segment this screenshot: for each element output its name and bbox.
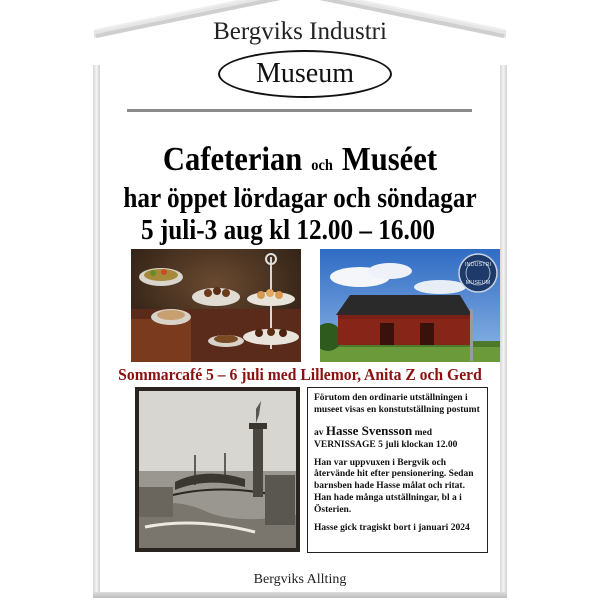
footer-organizer: Bergviks Allting bbox=[253, 572, 347, 587]
floor-edge bbox=[93, 592, 507, 598]
barn-photo bbox=[320, 249, 500, 362]
artist-name: Hasse Svensson bbox=[325, 422, 413, 438]
cafe-photo bbox=[131, 249, 301, 362]
exhibition-info-box bbox=[307, 387, 488, 553]
sign-text-bottom: MUSEUM bbox=[465, 280, 491, 286]
info-artist-line bbox=[314, 423, 481, 452]
vernissage-info: VERNISSAGE 5 juli klockan 12.00 bbox=[314, 439, 458, 450]
info-av: av bbox=[314, 427, 324, 438]
header-divider bbox=[127, 109, 472, 112]
headline-line-2: har öppet lördagar och söndagar bbox=[123, 183, 477, 214]
museum-title: Bergviks Industri bbox=[213, 18, 387, 45]
sign-text-top: INDUSTRI bbox=[465, 262, 491, 268]
headline-museet: Muséet bbox=[341, 141, 438, 178]
sommarcafe-banner: Sommarcafé 5 – 6 juli med Lillemor, Anita Z och Gerd bbox=[118, 365, 482, 384]
headline-line-1 bbox=[30, 141, 570, 179]
bridge-painting bbox=[135, 387, 300, 552]
headline-och: och bbox=[311, 157, 333, 174]
info-med: med bbox=[414, 427, 432, 438]
info-biography: Han var uppvuxen i Bergvik och återvände hit efter pensionering. Sedan barnsben hade Hasse målat och ritat. Han hade många utställningar, bl a i Österien. bbox=[314, 457, 474, 515]
headline-cafeterian: Cafeterian bbox=[162, 141, 303, 178]
info-memorial: Hasse gick tragiskt bort i januari 2024 bbox=[314, 522, 470, 533]
industri-museum-sign bbox=[459, 254, 497, 292]
museum-oval-label: Museum bbox=[218, 50, 392, 98]
headline-line-3: 5 juli-3 aug kl 12.00 – 16.00 bbox=[140, 215, 436, 246]
info-intro: Förutom den ordinarie utställningen i museet visas en konstutställning postumt bbox=[314, 393, 480, 415]
